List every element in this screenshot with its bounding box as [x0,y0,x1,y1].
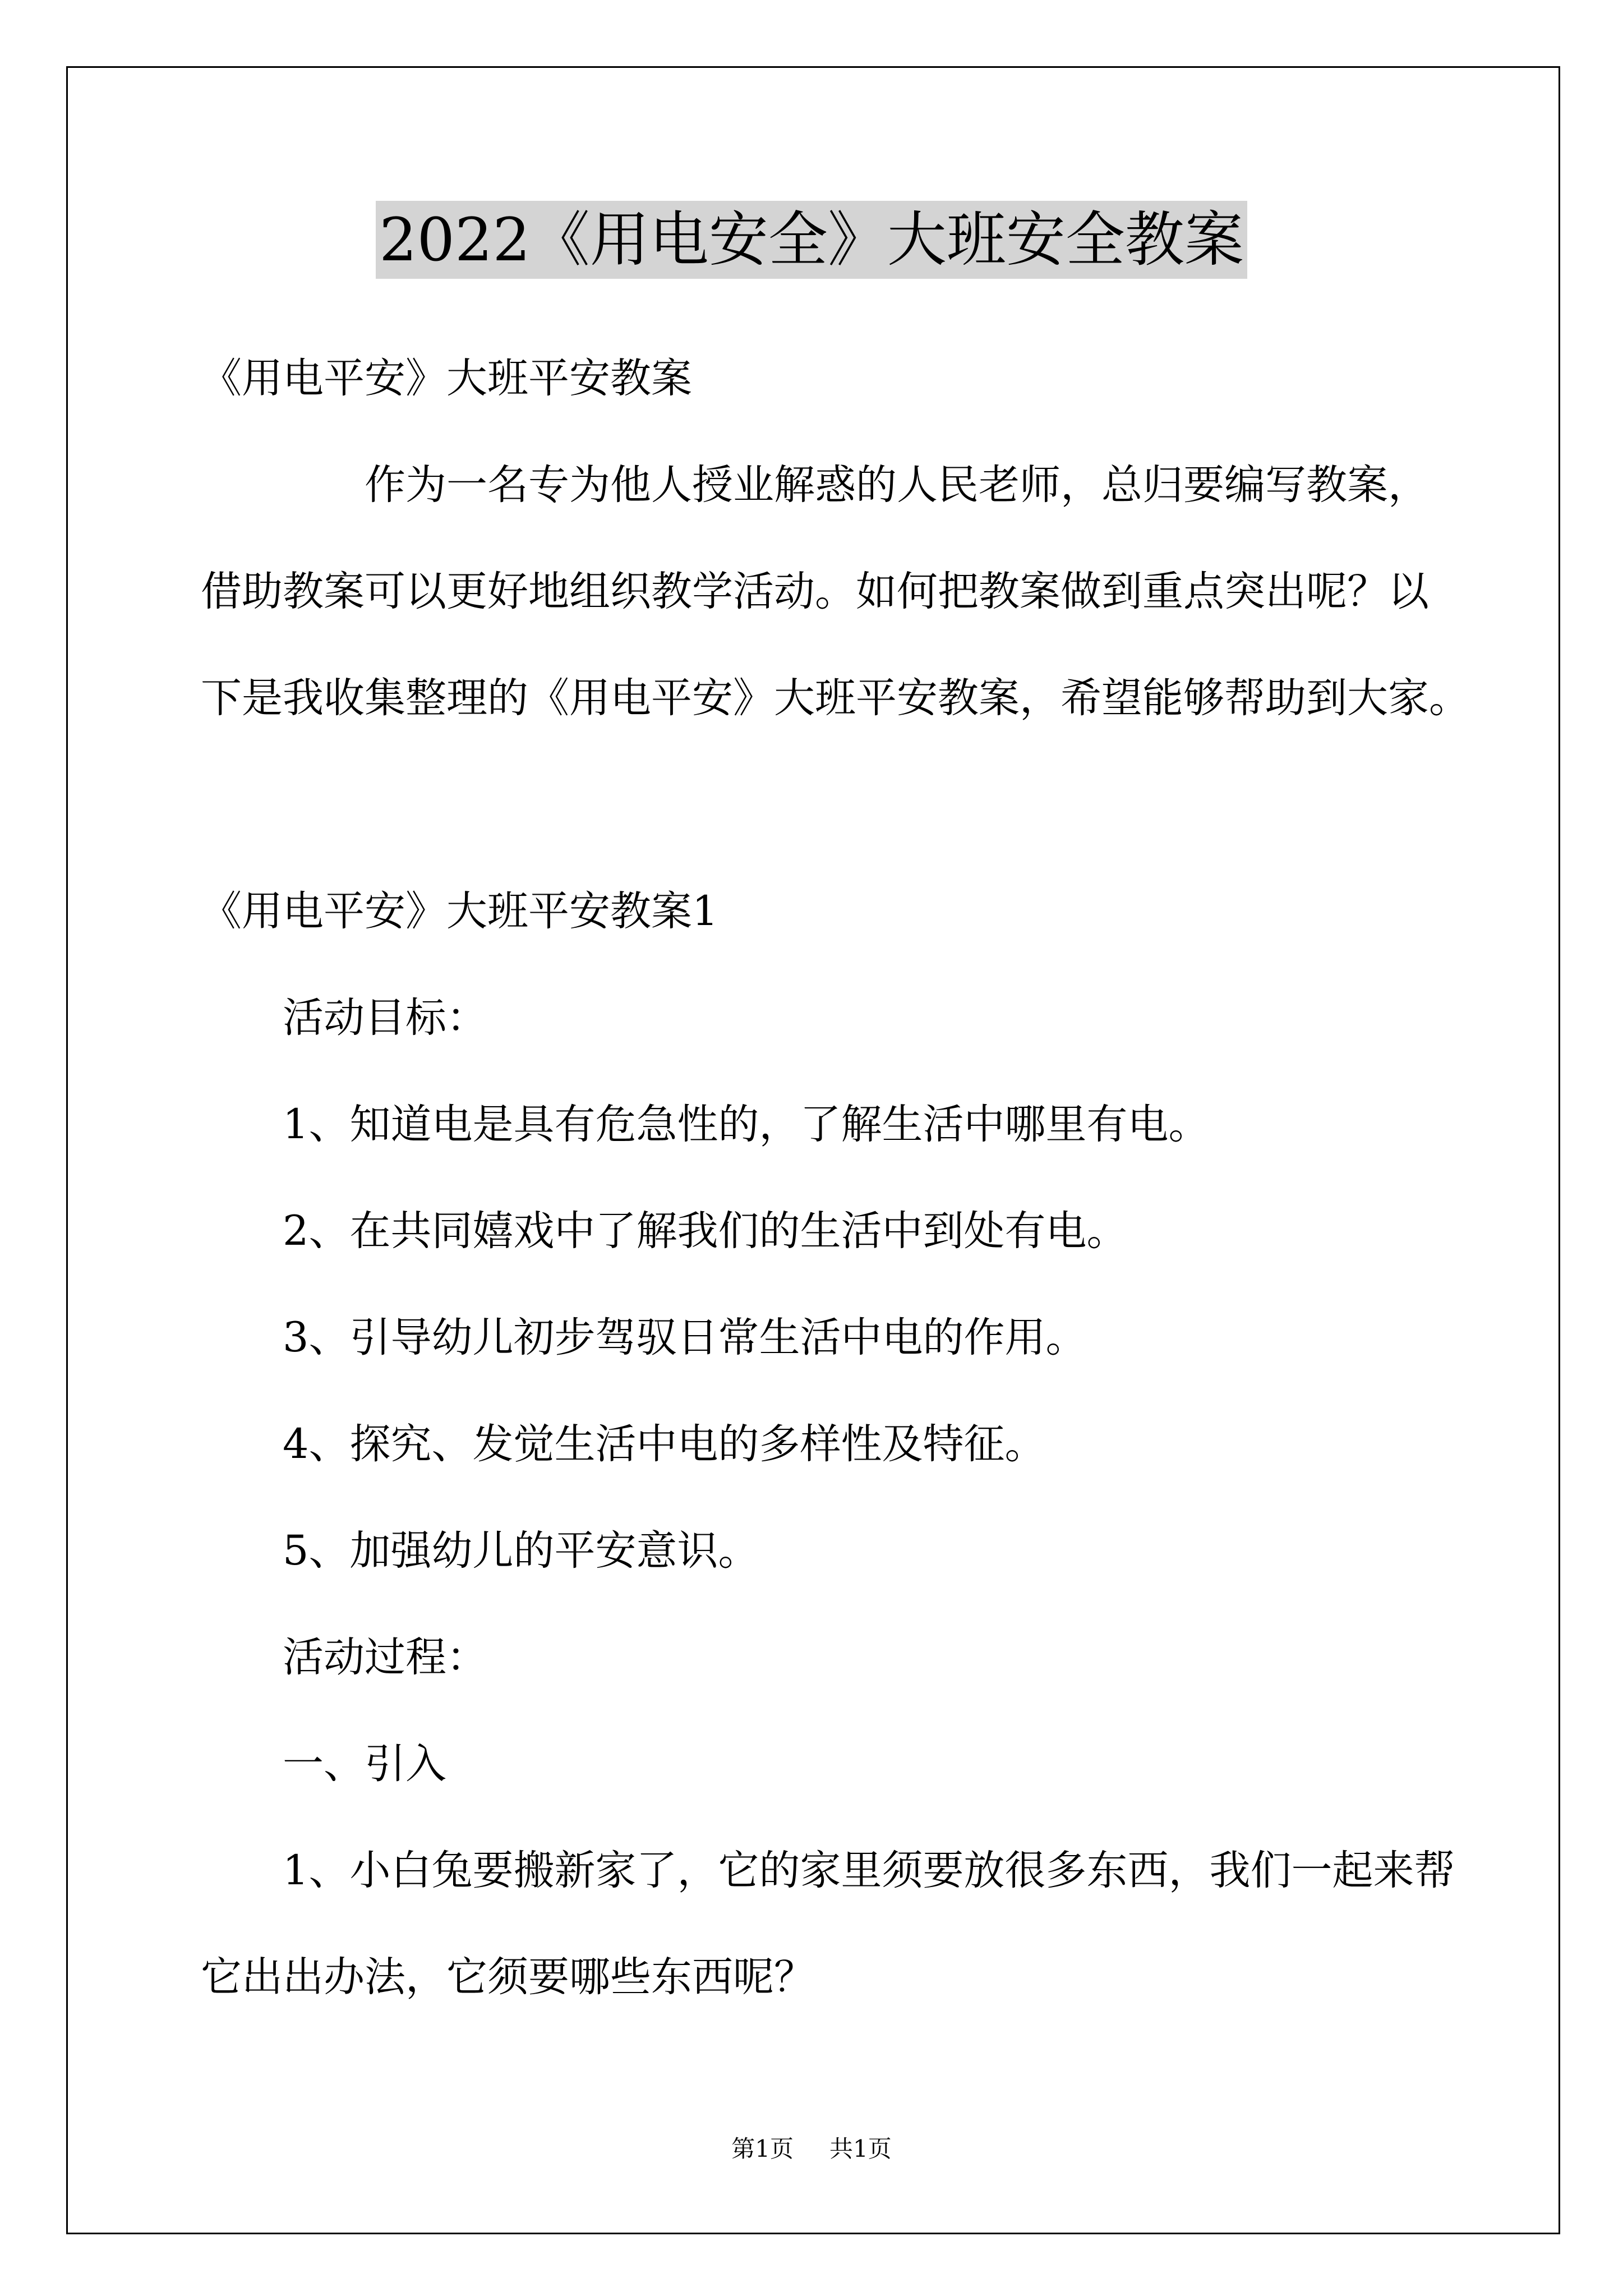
title-row [0,201,1623,279]
goals-heading: 活动目标： [283,994,487,1042]
intro-line: 作为一名专为他人授业解惑的人民老师，总归要编写教案， [365,461,1429,509]
intro-line: 借助教案可以更好地组织教学活动。如何把教案做到重点突出呢？以 [201,568,1429,615]
intro-line: 下是我收集整理的《用电平安》大班平安教案，希望能够帮助到大家。 [201,674,1470,722]
goal-item: 4、探究、发觉生活中电的多样性及特征。 [283,1420,1046,1468]
page-footer [0,2135,1623,2163]
goals-list [201,1071,1536,1604]
goal-item: 1、知道电是具有危急性的，了解生活中哪里有电。 [283,1101,1210,1148]
intro-paragraph [201,432,1536,752]
goal-item: 3、引导幼儿初步驾驭日常生活中电的作用。 [283,1314,1087,1361]
document-title: 2022《用电安全》大班安全教案 [376,201,1247,279]
step-1-line: 1、小白兔要搬新家了，它的家里须要放很多东西，我们一起来帮 [283,1847,1455,1894]
step-1-line: 它出出办法，它须要哪些东西呢？ [201,1953,815,2001]
step-heading: 一、引入 [283,1740,446,1788]
goal-item: 2、在共同嬉戏中了解我们的生活中到处有电。 [283,1207,1128,1255]
goal-item: 5、加强幼儿的平安意识。 [283,1527,759,1575]
document-body [201,325,1536,2031]
subtitle: 《用电平安》大班平安教案 [201,355,692,402]
step-1-paragraph [201,1818,1536,2031]
section-heading: 《用电平安》大班平安教案1 [201,887,718,935]
page-total: 共1页 [829,2135,892,2162]
page-number: 第1页 [731,2135,794,2162]
process-heading: 活动过程： [283,1634,487,1681]
